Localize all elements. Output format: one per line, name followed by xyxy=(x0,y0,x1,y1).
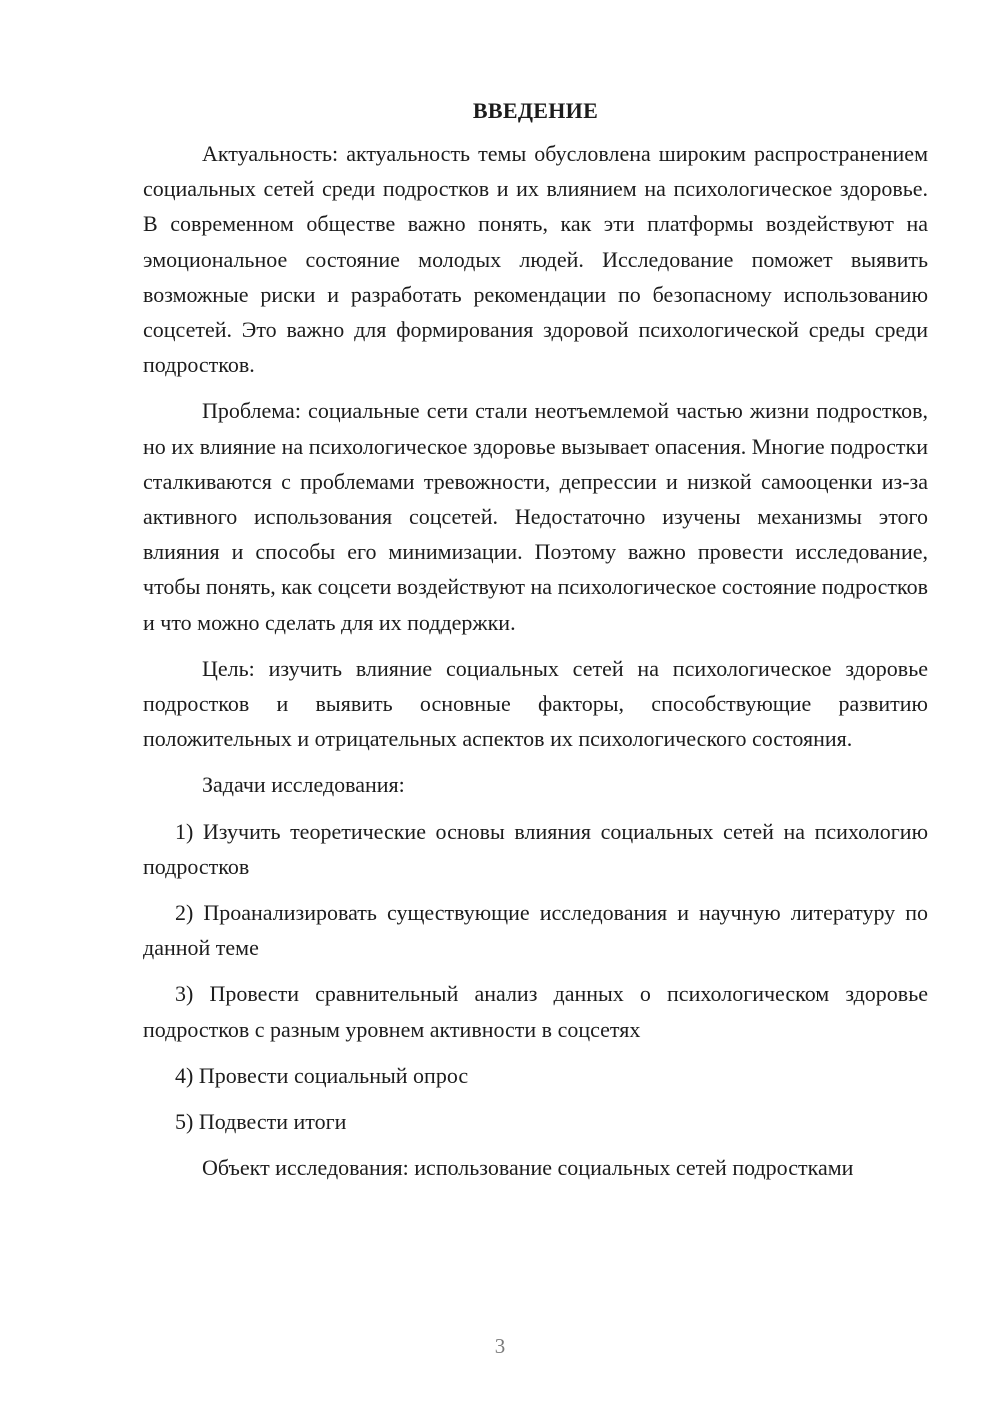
task-item: 4) Провести социальный опрос xyxy=(175,1062,469,1088)
task-item: 1) Изучить теоретические основы влияния социальных сетей на психологию подростков xyxy=(143,818,928,879)
relevance-paragraph: Актуальность: актуальность темы обусловлена широким распространением социальных сетей среди подростков и их влиянием на психологическое здоровье. В современном обществе важно понять, как эти платформы воздействуют на эмоциональное состояние молодых людей. Исследование поможет выявить возможные риски и разработать рекомендации по безопасному использованию соцсетей. Это важно для формирования здоровой психологической среды среди подростков. xyxy=(143,141,928,378)
page-number: 3 xyxy=(494,1334,506,1358)
task-item: 2) Проанализировать существующие исследования и научную литературу по данной теме xyxy=(143,900,928,961)
task-item: 5) Подвести итоги xyxy=(175,1109,347,1135)
object-paragraph: Объект исследования: использование социальных сетей подростками xyxy=(202,1155,854,1181)
goal-paragraph: Цель: изучить влияние социальных сетей на психологическое здоровье подростков и выявить основные факторы, способствующие развитию положительных и отрицательных аспектов их психологического состояния. xyxy=(143,655,928,752)
document-page xyxy=(143,96,928,1196)
tasks-title: Задачи исследования: xyxy=(202,772,405,798)
problem-paragraph: Проблема: социальные сети стали неотъемлемой частью жизни подростков, но их влияние на психологическое здоровье вызывает опасения. Многие подростки сталкиваются с проблемами тревожности, депрессии и низкой самооценки из-за активного использования соцсетей. Недостаточно изучены механизмы этого влияния и способы его минимизации. Поэтому важно провести исследование, чтобы понять, как соцсети воздействуют на психологическое состояние подростков и что можно сделать для их поддержки. xyxy=(143,398,928,635)
task-item: 3) Провести сравнительный анализ данных о психологическом здоровье подростков с разным уровнем активности в соцсетях xyxy=(143,981,928,1042)
section-heading: ВВЕДЕНИЕ xyxy=(472,98,599,123)
